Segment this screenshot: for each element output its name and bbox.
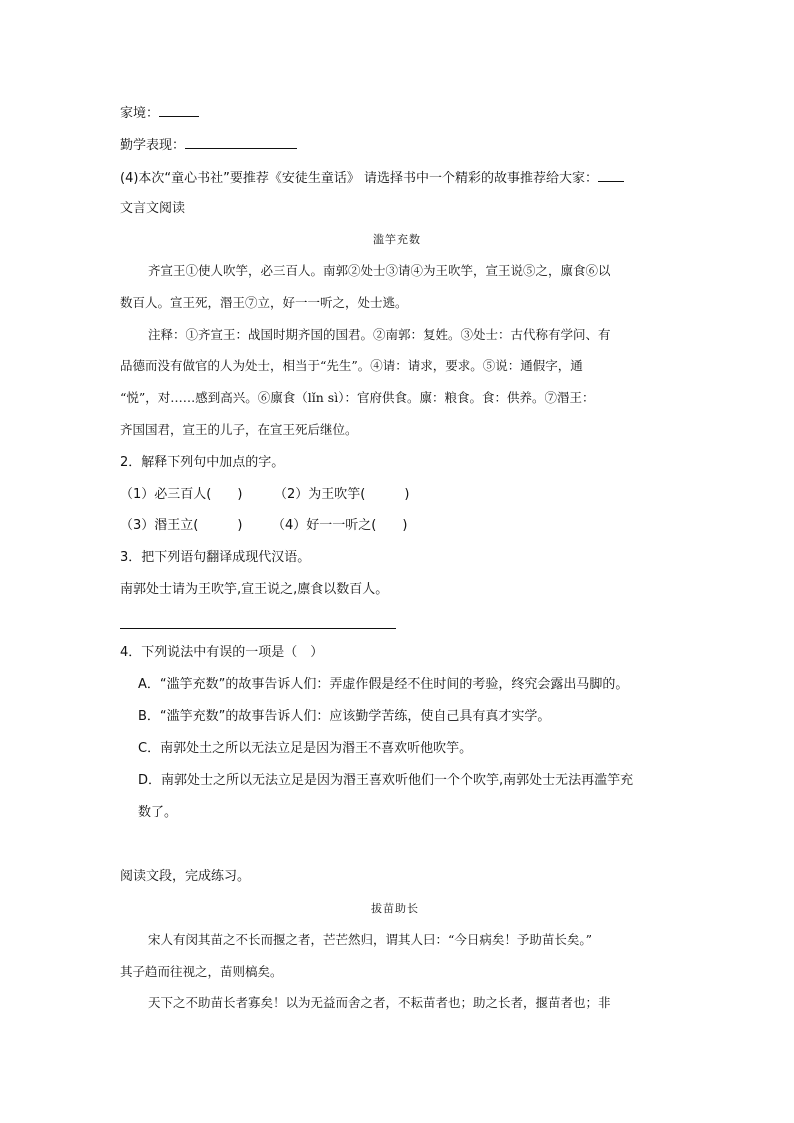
q2-item1: （1）必三百人( ) [120,487,243,502]
passage1-title: 滥竽充数 [373,233,421,246]
q3-sentence: 南郭处士请为王吹竽,宣王说之,廪食以数百人。 [120,582,389,597]
note-line4: 齐国国君，宣王的儿子，在宣王死后继位。 [120,422,358,437]
q4-option-b[interactable]: B．“滥竽充数”的故事告诉人们：应该勤学苦练，使自己具有真才实学。 [138,709,551,724]
passage1-para-line2: 数百人。宣王死，湣王⑦立，好一一听之，处士逃。 [120,295,408,310]
section2-intro: 阅读文段，完成练习。 [120,869,251,884]
passage2-line3: 天下之不助苗长者寡矣！以为无益而舍之者，不耘苗者也；助之长者，揠苗者也；非 [148,995,611,1010]
q4-stem: 4．下列说法中有误的一项是（ ） [120,645,324,660]
study-label: 勤学表现： [120,138,186,153]
family-label: 家境： [120,106,160,121]
q4-recommend-line [120,169,624,187]
note-line1: 注释：①齐宣王：战国时期齐国的国君。②南郭：复姓。③处士：古代称有学问、有 [148,327,611,342]
q4-option-d-line2: 数了。 [138,805,178,820]
passage2-title: 拔苗助长 [371,902,419,915]
q4-recommend-text: (4)本次“童心书社”要推荐《安徒生童话》 请选择书中一个精彩的故事推荐给大家： [120,171,599,186]
q2-item2: （2）为王吹竽( ) [274,487,410,502]
q3-stem: 3．把下列语句翻译成现代汉语。 [120,550,311,565]
note-line2: 品德而没有做官的人为处士，相当于“先生”。④请：请求，要求。⑤说：通假字，通 [120,358,583,373]
q4-option-c[interactable]: C．南郭处土之所以无法立足是因为湣王不喜欢听他吹竽。 [138,741,473,756]
study-answer-blank[interactable] [185,136,297,149]
q2-item3: （3）湣王立( ) [120,518,243,533]
note-line3: “悦”，对……感到高兴。⑥廪食（lǐn sì）：官府供食。廪：粮食。食：供养。⑦湣王： [120,390,595,405]
study-line [120,136,297,154]
passage2-line2: 其子趋而往视之，苗则槁矣。 [120,964,283,979]
q3-answer-line[interactable] [120,628,396,629]
family-answer-blank[interactable] [159,104,199,117]
family-line [120,104,199,122]
passage2-line1: 宋人有闵其苗之不长而揠之者，芒芒然归，谓其人曰：“今日病矣！予助苗长矣。” [148,932,593,947]
q2-stem: 2．解释下列句中加点的字。 [120,455,285,470]
q4-option-a[interactable]: A．“滥竽充数”的故事告诉人们：弄虚作假是经不住时间的考验，终究会露出马脚的。 [138,677,629,692]
q4-recommend-blank[interactable] [598,169,624,182]
q2-item4: （4）好一一听之( ) [272,518,408,533]
section-title: 文言文阅读 [120,201,186,216]
q4-option-d-line1[interactable]: D．南郭处士之所以无法立足是因为湣王喜欢听他们一个个吹竽,南郭处士无法再滥竽充 [138,773,634,788]
passage1-para-line1: 齐宣王①使人吹竽，必三百人。南郭②处士③请④为王吹竽，宣王说⑤之，廪食⑥以 [148,263,611,278]
